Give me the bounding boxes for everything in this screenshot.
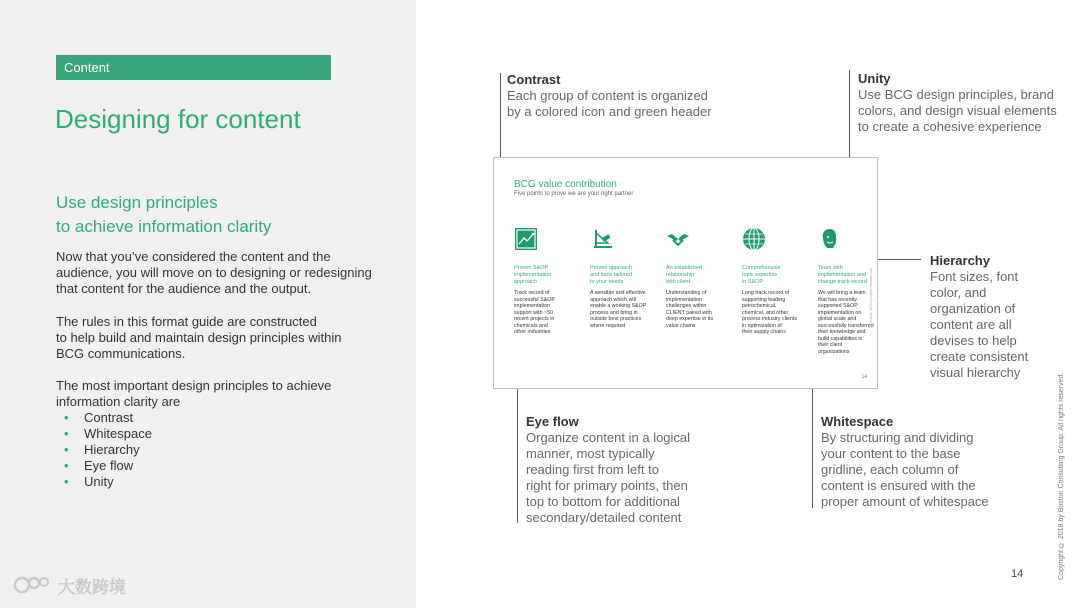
column-body-line: supported S&OP bbox=[818, 303, 858, 309]
paragraph-line: to help build and maintain design principles within bbox=[56, 330, 342, 345]
column-body-line: that has recently bbox=[818, 296, 857, 303]
annotation-line: Organize content in a logical bbox=[526, 430, 691, 445]
annotation-line: organization of bbox=[930, 301, 1016, 316]
value-column bbox=[514, 227, 582, 336]
annotation-line: visual hierarchy bbox=[930, 365, 1021, 380]
page-number: 14 bbox=[1011, 568, 1024, 580]
annotation-line: secondary/detailed content bbox=[526, 510, 682, 525]
column-header-line: to your needs bbox=[590, 279, 624, 285]
bullet-icon: • bbox=[64, 410, 69, 425]
value-column bbox=[742, 227, 810, 336]
column-body bbox=[666, 290, 734, 329]
column-body-line: recent projects in bbox=[514, 316, 555, 322]
annotation-line: Each group of content is organized bbox=[507, 88, 708, 103]
bullet-icon: • bbox=[64, 458, 69, 473]
eye-flow-annotation bbox=[526, 414, 690, 526]
paragraph-line: audience, you will move on to designing or redesigning bbox=[56, 265, 372, 280]
column-body-line: global scale and bbox=[818, 316, 857, 322]
column-header-line: change track-record bbox=[818, 279, 867, 285]
column-body-line: approach which will bbox=[590, 296, 636, 303]
annotation-line: devises to help bbox=[930, 333, 1017, 348]
column-body-line: chemicals and bbox=[514, 322, 548, 329]
hierarchy-annotation bbox=[930, 253, 1028, 381]
value-column bbox=[818, 227, 886, 355]
column-body bbox=[590, 290, 658, 329]
intro-paragraph bbox=[56, 249, 396, 297]
column-header-line: An established bbox=[666, 265, 703, 271]
left-panel bbox=[0, 0, 416, 608]
column-header bbox=[742, 265, 810, 286]
annotation-line: right for primary points, then bbox=[526, 478, 688, 493]
column-body-line: deep expertise in its bbox=[666, 316, 714, 322]
column-header-line: approach bbox=[514, 279, 537, 285]
column-body bbox=[514, 290, 582, 336]
annotation-heading: Contrast bbox=[507, 72, 561, 87]
column-body-line: other industries bbox=[514, 329, 551, 335]
annotation-line: color, and bbox=[930, 285, 987, 300]
column-body bbox=[818, 290, 886, 355]
list-item-label: Contrast bbox=[84, 410, 134, 425]
subtitle-line: to achieve information clarity bbox=[56, 217, 272, 236]
annotation-line: top to bottom for additional bbox=[526, 494, 680, 509]
annotation-line: content is ensured with the bbox=[821, 478, 976, 493]
column-body-line: A sensible and effective bbox=[590, 290, 646, 296]
column-header-line: Proven approach bbox=[590, 265, 632, 271]
paragraph-line: The rules in this format guide are constructed bbox=[56, 314, 317, 329]
annotation-line: Use BCG design principles, brand bbox=[858, 87, 1054, 102]
watermark-logo-icon bbox=[12, 572, 52, 598]
list-item bbox=[64, 410, 152, 426]
annotation-line: by a colored icon and green header bbox=[507, 104, 712, 119]
column-body-line: supporting leading bbox=[742, 296, 786, 303]
column-body bbox=[742, 290, 810, 336]
value-column bbox=[666, 227, 734, 329]
column-header-line: Team with bbox=[818, 265, 843, 271]
bullet-icon: • bbox=[64, 426, 69, 441]
list-item-label: Hierarchy bbox=[84, 442, 140, 457]
column-header-line: implementation and bbox=[818, 272, 867, 278]
annotation-line: colors, and design visual elements bbox=[858, 103, 1057, 118]
annotation-line: reading first from left to bbox=[526, 462, 659, 477]
column-body-line: successfully transferred bbox=[818, 322, 874, 329]
column-header-line: Proven S&OP bbox=[514, 265, 549, 271]
annotation-line: Font sizes, font bbox=[930, 269, 1019, 284]
example-slide-page-number: 14 bbox=[861, 374, 867, 380]
paragraph-line: Now that you’ve considered the content and the bbox=[56, 249, 331, 264]
list-item bbox=[64, 442, 152, 458]
paragraph-line: information clarity are bbox=[56, 394, 181, 409]
column-body-line: petrochemical, bbox=[742, 303, 777, 309]
list-item-label: Whitespace bbox=[84, 426, 152, 441]
column-body-line: process industry clients bbox=[742, 316, 798, 322]
whitespace-annotation bbox=[821, 414, 989, 510]
bullet-icon: • bbox=[64, 442, 69, 457]
example-slide-side-note: Source: BCG project experience bbox=[868, 268, 873, 326]
column-body-line: support with ~50 bbox=[514, 309, 554, 316]
column-header-line: with client bbox=[666, 279, 691, 285]
annotation-line: proper amount of whitespace bbox=[821, 494, 989, 509]
person-icon bbox=[818, 227, 842, 251]
list-item-label: Eye flow bbox=[84, 458, 134, 473]
column-body-line: successful S&OP bbox=[514, 296, 555, 303]
column-header-line: Comprehensive bbox=[742, 265, 781, 271]
column-body-line: organizations bbox=[818, 348, 850, 355]
list-item-label: Unity bbox=[84, 474, 114, 489]
column-body-line: implementation on bbox=[818, 309, 862, 316]
column-header-line: relationship bbox=[666, 272, 695, 278]
watermark-text: 大数跨境 bbox=[58, 577, 126, 597]
example-slide-subtitle: Five points to prove we are your right partner bbox=[514, 191, 634, 197]
subtitle bbox=[56, 191, 376, 239]
column-body-line: Understanding of bbox=[666, 290, 707, 296]
column-header bbox=[590, 265, 658, 286]
value-column bbox=[590, 227, 658, 329]
column-header-line: topic expertise bbox=[742, 272, 778, 278]
annotation-line: manner, most typically bbox=[526, 446, 655, 461]
column-body-line: build capabilities in bbox=[818, 335, 863, 342]
annotation-heading: Whitespace bbox=[821, 414, 894, 429]
column-body-line: their knowledge and bbox=[818, 329, 866, 335]
list-item bbox=[64, 458, 152, 474]
column-header bbox=[818, 265, 886, 286]
column-body-line: We will bring a team bbox=[818, 290, 866, 296]
bullet-icon: • bbox=[64, 474, 69, 489]
annotation-heading: Hierarchy bbox=[930, 253, 990, 268]
column-header bbox=[514, 265, 582, 286]
list-item bbox=[64, 426, 152, 442]
column-header bbox=[666, 265, 734, 286]
paragraph-line: The most important design principles to achieve bbox=[56, 378, 332, 393]
paragraph-line: that content for the audience and the output. bbox=[56, 281, 312, 296]
column-body-line: chemical, and other bbox=[742, 309, 789, 316]
annotation-line: your content to the base bbox=[821, 446, 961, 461]
example-slide bbox=[493, 157, 878, 389]
column-body-line: where required bbox=[590, 322, 626, 329]
column-body-line: their supply chains bbox=[742, 329, 786, 335]
example-slide-title: BCG value contribution bbox=[514, 179, 617, 190]
column-body-line: Long track record of bbox=[742, 290, 790, 296]
column-header-line: and tools tailored bbox=[590, 272, 632, 278]
annotation-line: content are all bbox=[930, 317, 1012, 332]
section-tag: Content bbox=[56, 55, 331, 80]
column-body-line: value chains bbox=[666, 322, 696, 329]
paragraph-line: BCG communications. bbox=[56, 346, 186, 361]
tools-icon bbox=[590, 227, 614, 251]
annotation-line: By structuring and dividing bbox=[821, 430, 974, 445]
copyright-notice: Copyright © 2018 by Boston Consulting Group. All rights reserved. bbox=[1058, 372, 1065, 580]
column-header-line: implementation bbox=[514, 272, 552, 278]
handshake-icon bbox=[666, 227, 690, 251]
column-body-line: CLIENT paired with bbox=[666, 309, 712, 316]
column-body-line: enable a working S&OP bbox=[590, 303, 647, 309]
principles-list bbox=[64, 410, 152, 490]
column-body-line: implementation bbox=[666, 296, 702, 303]
subtitle-line: Use design principles bbox=[56, 193, 218, 212]
principles-paragraph bbox=[56, 378, 396, 410]
annotation-heading: Eye flow bbox=[526, 414, 579, 429]
column-body-line: in optimization of bbox=[742, 322, 782, 329]
annotation-heading: Unity bbox=[858, 71, 891, 86]
annotation-line: to create a cohesive experience bbox=[858, 119, 1042, 134]
globe-icon bbox=[742, 227, 766, 251]
contrast-annotation bbox=[507, 72, 712, 120]
column-body-line: challenges within bbox=[666, 303, 707, 309]
watermark bbox=[12, 572, 126, 598]
page-title: Designing for content bbox=[55, 104, 301, 134]
column-header-line: in S&OP bbox=[742, 279, 764, 285]
column-body-line: outside best practices bbox=[590, 316, 642, 322]
column-body-line: implementation bbox=[514, 303, 550, 309]
annotation-line: gridline, each column of bbox=[821, 462, 959, 477]
annotation-line: create consistent bbox=[930, 349, 1029, 364]
rules-paragraph bbox=[56, 314, 396, 362]
column-body-line: Track record of bbox=[514, 290, 550, 296]
column-body-line: process and bring in bbox=[590, 309, 638, 316]
unity-annotation bbox=[858, 71, 1057, 135]
list-item bbox=[64, 474, 152, 490]
chart-board-icon bbox=[514, 227, 538, 251]
column-body-line: their client bbox=[818, 342, 843, 348]
